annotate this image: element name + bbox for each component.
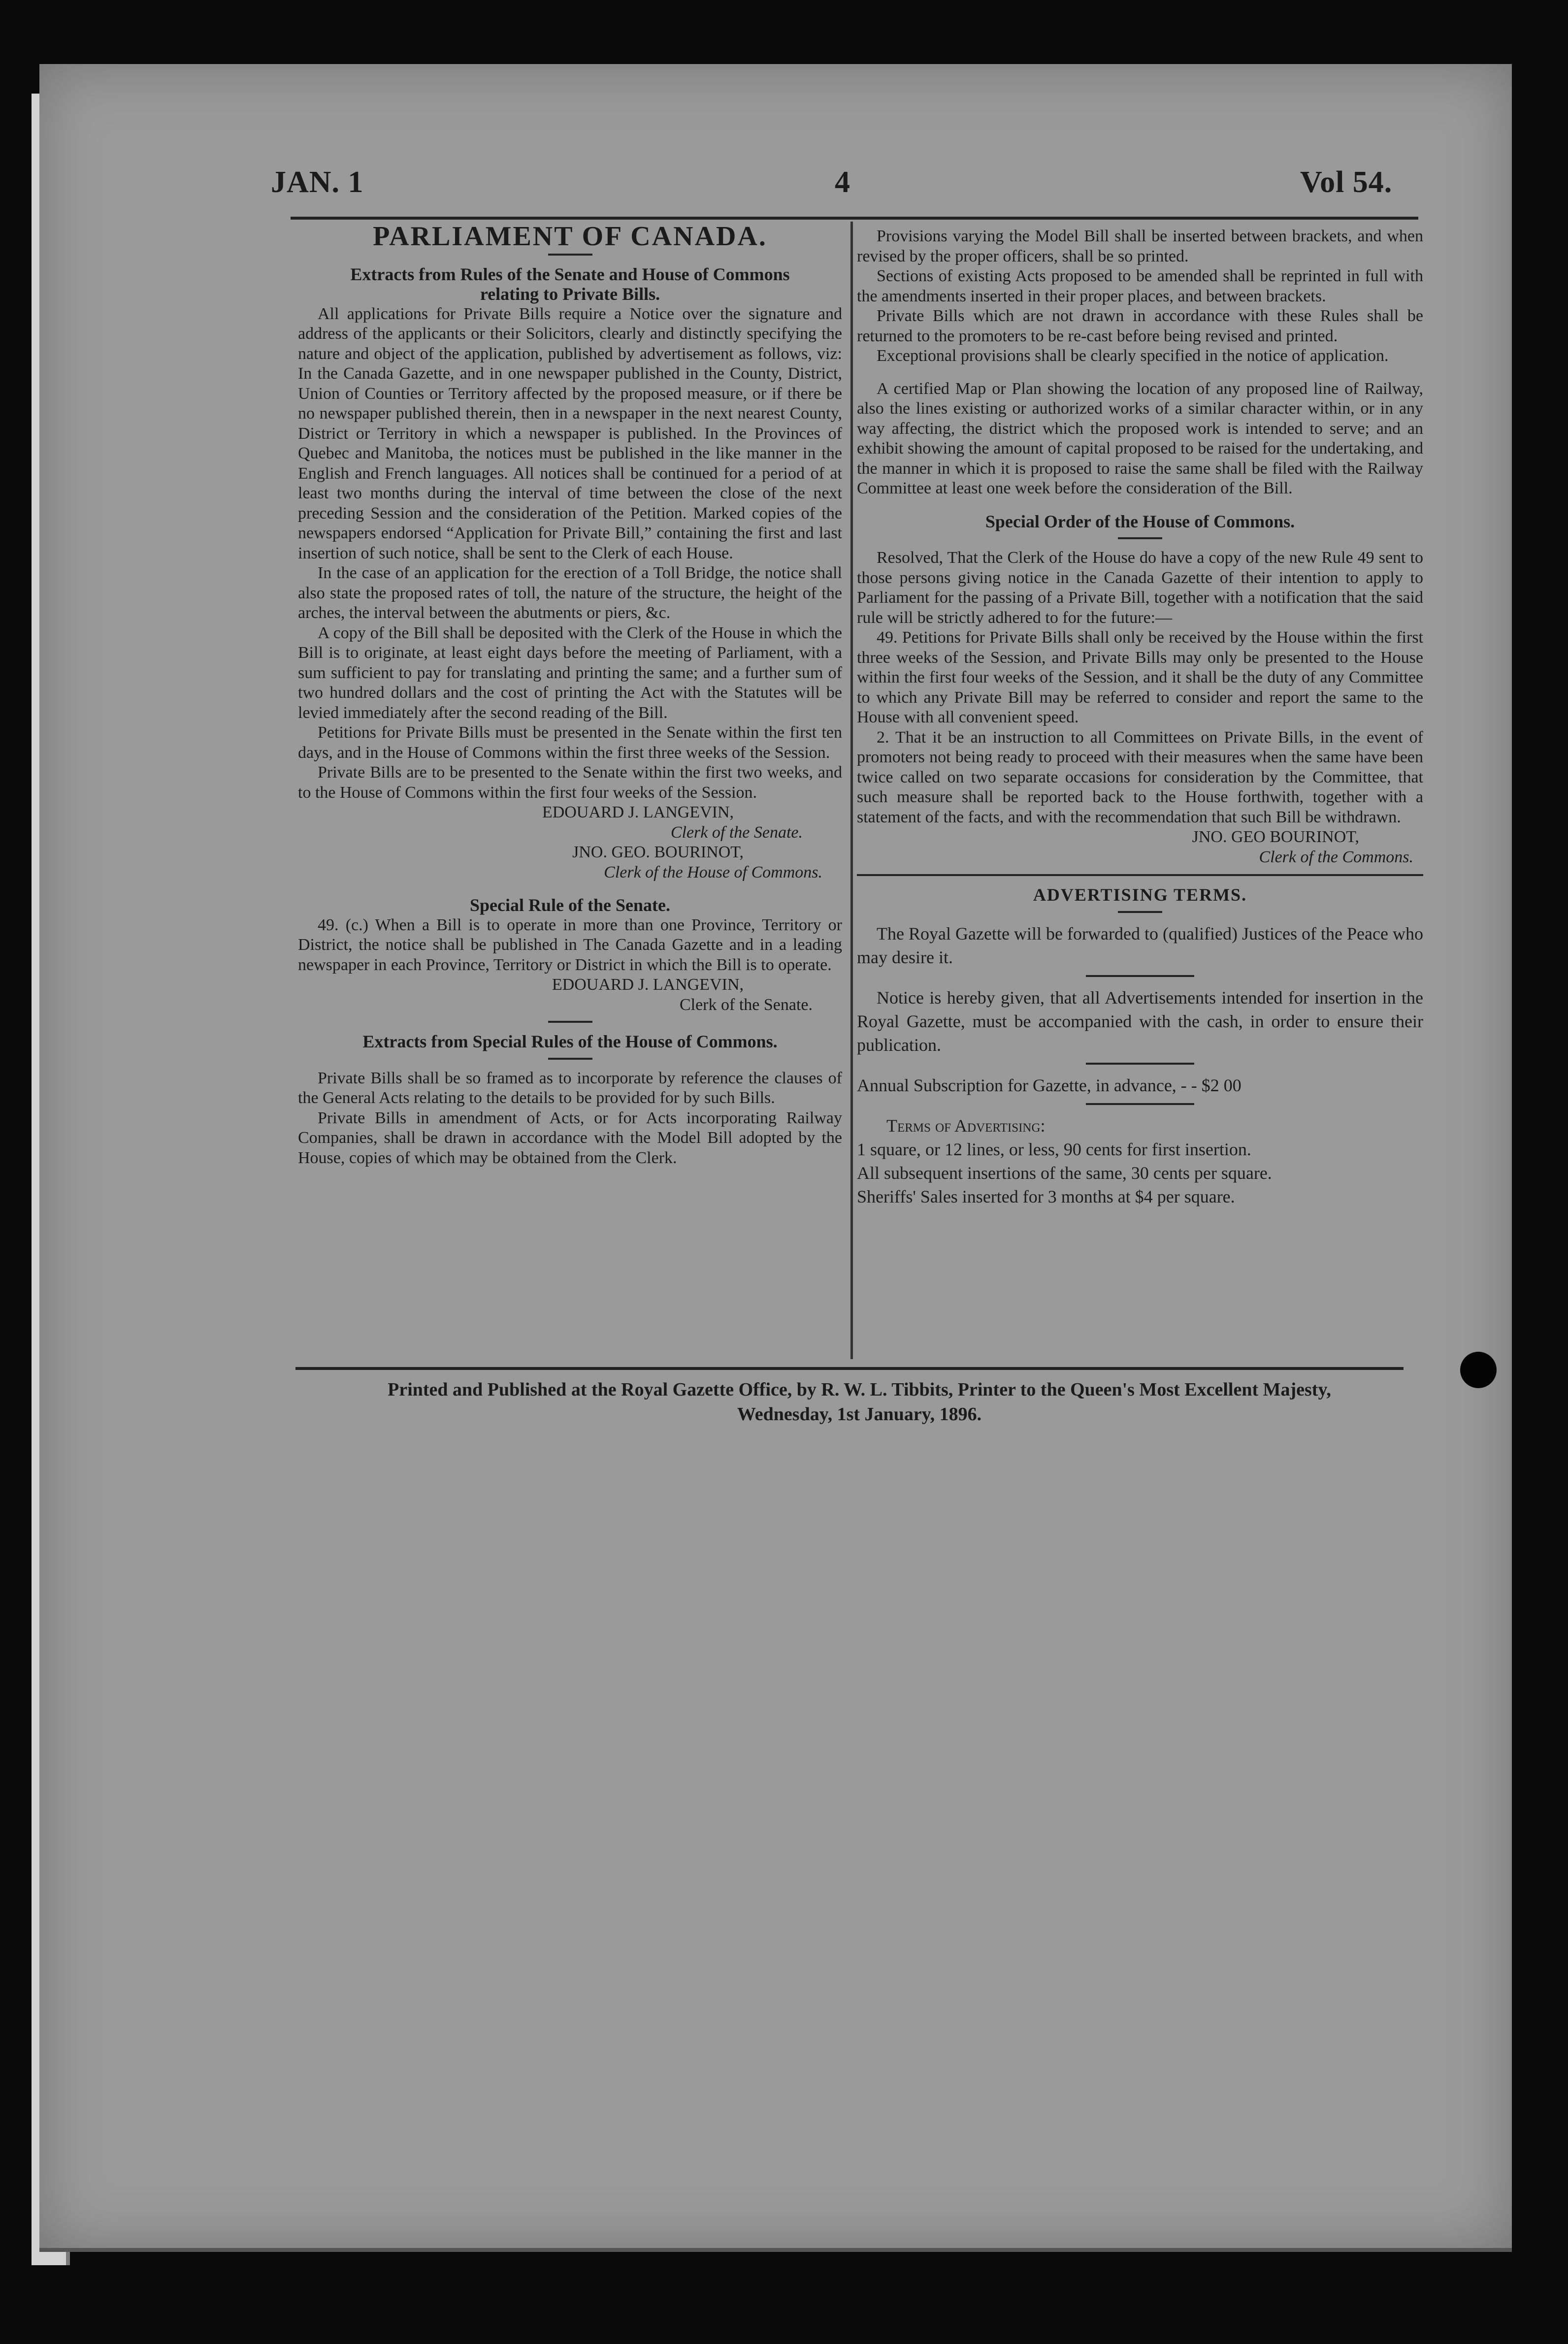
short-rule	[1086, 1103, 1194, 1105]
signature-title: Clerk of the Commons.	[1259, 847, 1413, 866]
paragraph: All applications for Private Bills require a Notice over the signature and address of the applicants or their Solicitors, clearly and distinctly specifying the nature and object of the application, published by advertisement as follows, viz: In the Canada Gazette, and in one newspaper published in the County, District, Union of Counties or Territory affected by the proposed measure, or if there be no newspaper published therein, then in a newspaper in the next nearest County, District or Territory in which a newspaper is published. In the Provinces of Quebec and Manitoba, the notices must be published in the like manner in the English and French languages. All notices shall be continued for a period of at least two months during the interval of time between the close of the next preceding Session and the consideration of the Petition. Marked copies of the newspapers endorsed “Application for Private Bill,” containing the first and last insertion of such notice, shall be sent to the Clerk of each House.	[298, 304, 842, 562]
paragraph: Private Bills are to be presented to the Senate within the first two weeks, and to the House of Commons within the first four weeks of the Session.	[298, 763, 842, 802]
paragraph: The Royal Gazette will be forwarded to (qualified) Justices of the Peace who may desire it.	[857, 923, 1423, 967]
left-column	[298, 221, 842, 1168]
imprint-date: Wednesday, 1st January, 1896.	[737, 1404, 982, 1425]
short-rule	[1118, 537, 1162, 539]
section-title: PARLIAMENT OF CANADA.	[373, 221, 767, 252]
bottom-rule	[295, 1367, 1404, 1370]
subscription-price: Annual Subscription for Gazette, in advance, - - $2 00	[857, 1075, 1241, 1095]
terms-line: Sheriffs' Sales inserted for 3 months at $4 per square.	[857, 1186, 1235, 1206]
paragraph: Sections of existing Acts proposed to be amended shall be reprinted in full with the amendments inserted in their proper places, and between brackets.	[857, 267, 1423, 305]
binding-hole	[1460, 1352, 1497, 1388]
paragraph: Petitions for Private Bills must be presented in the Senate within the first ten days, and in the House of Commons within the first three weeks of the Session.	[298, 723, 842, 762]
subsection-title-cont: relating to Private Bills.	[480, 284, 660, 304]
paragraph: 49. Petitions for Private Bills shall only be received by the House within the first three weeks of the Session, and Private Bills may only be presented to the House within the first four weeks of the Session, and it shall be the duty of any Committee to which any Private Bill may be referred to consider and report the same to the House with all convenient speed.	[857, 628, 1423, 726]
signature-title: Clerk of the Senate.	[679, 995, 813, 1014]
subsection-title: Special Rule of the Senate.	[470, 895, 670, 915]
subsection-title: Extracts from Special Rules of the House of Commons.	[362, 1032, 778, 1051]
paragraph: A certified Map or Plan showing the location of any proposed line of Railway, also the lines existing or authorized works of a similar character within, or in any way affecting, the district which the proposed work is intended to serve; and an exhibit showing the amount of capital proposed to be raised for the undertaking, and the manner in which it is proposed to raise the same shall be filed with the Railway Committee at least one week before the consideration of the Bill.	[857, 379, 1423, 497]
terms-line: 1 square, or 12 lines, or less, 90 cents for first insertion.	[857, 1139, 1251, 1159]
signature-name: EDOUARD J. LANGEVIN,	[542, 803, 734, 821]
terms-line: All subsequent insertions of the same, 30 cents per square.	[857, 1163, 1272, 1183]
column-divider	[850, 222, 853, 1359]
short-rule	[548, 1058, 592, 1060]
header-page-number: 4	[835, 165, 850, 199]
signature-title: Clerk of the House of Commons.	[604, 863, 822, 881]
paragraph: Notice is hereby given, that all Advertisements intended for insertion in the Royal Gazette, must be accompanied with the cash, in order to ensure their publication.	[857, 987, 1423, 1055]
paragraph: 49. (c.) When a Bill is to operate in more than one Province, Territory or District, the notice shall be published in The Canada Gazette and in a leading newspaper in each Province, Territory or District in which the Bill is to operate.	[298, 915, 842, 974]
signature-name: JNO. GEO BOURINOT,	[1192, 828, 1359, 846]
short-rule	[548, 1021, 592, 1023]
paragraph: Private Bills shall be so framed as to incorporate by reference the clauses of the General Acts relating to the details to be provided for by such Bills.	[298, 1069, 842, 1107]
terms-heading: Terms of Advertising:	[886, 1115, 1045, 1136]
signature-name: EDOUARD J. LANGEVIN,	[552, 976, 744, 994]
paragraph: In the case of an application for the erection of a Toll Bridge, the notice shall also state the proposed rates of toll, the nature of the structure, the height of the arches, the interval between the abutments or piers, &c.	[298, 564, 842, 622]
paragraph: Private Bills in amendment of Acts, or for Acts incorporating Railway Companies, shall be drawn in accordance with the Model Bill adopted by the House, copies of which may be obtained from the Clerk.	[298, 1108, 842, 1167]
paragraph: A copy of the Bill shall be deposited with the Clerk of the House in which the Bill is to originate, at least eight days before the meeting of Parliament, with a sum sufficient to pay for translating and printing the same; and a further sum of two hundred dollars and the cost of printing the Act with the Statutes will be levied immediately after the second reading of the Bill.	[298, 623, 842, 722]
imprint-line: Printed and Published at the Royal Gazette Office, by R. W. L. Tibbits, Printer to the Queen's Most Excellent Majesty,	[388, 1379, 1331, 1400]
signature-name: JNO. GEO. BOURINOT,	[572, 843, 744, 861]
short-rule	[548, 254, 592, 256]
section-rule	[857, 874, 1423, 876]
paragraph: Provisions varying the Model Bill shall be inserted between brackets, and when revised by the proper officers, shall be so printed.	[857, 227, 1423, 265]
short-rule	[1118, 911, 1162, 913]
subsection-title: Special Order of the House of Commons.	[985, 511, 1295, 531]
top-rule	[291, 217, 1418, 220]
paragraph: 2. That it be an instruction to all Committees on Private Bills, in the event of promoters not being ready to proceed with their measures when the same have been twice called on two separate occasions for consideration by the Committee, that such measure shall be reported back to the House forthwith, together with a statement of the facts, and with the recommendation that such Bill be withdrawn.	[857, 728, 1423, 826]
paragraph: Private Bills which are not drawn in accordance with these Rules shall be returned to the promoters to be re-cast before being revised and printed.	[857, 307, 1423, 345]
header-volume: Vol 54.	[1300, 165, 1393, 199]
short-rule	[1086, 1063, 1194, 1065]
advertising-terms	[857, 922, 1423, 1208]
page-bottom-edge	[39, 2248, 1512, 2252]
right-column	[857, 227, 1423, 1208]
short-rule	[1086, 975, 1194, 977]
header-date: JAN. 1	[271, 165, 364, 199]
paragraph: Exceptional provisions shall be clearly specified in the notice of application.	[877, 347, 1389, 365]
subsection-title: Extracts from Rules of the Senate and House of Commons	[350, 264, 790, 284]
signature-title: Clerk of the Senate.	[670, 823, 803, 842]
advertising-title: ADVERTISING TERMS.	[1033, 885, 1247, 905]
paragraph: Resolved, That the Clerk of the House do have a copy of the new Rule 49 sent to those persons giving notice in the Canada Gazette of their intention to apply to Parliament for the passing of a Private Bill, together with a notification that the said rule will be strictly adhered to for the future:—	[857, 549, 1423, 627]
